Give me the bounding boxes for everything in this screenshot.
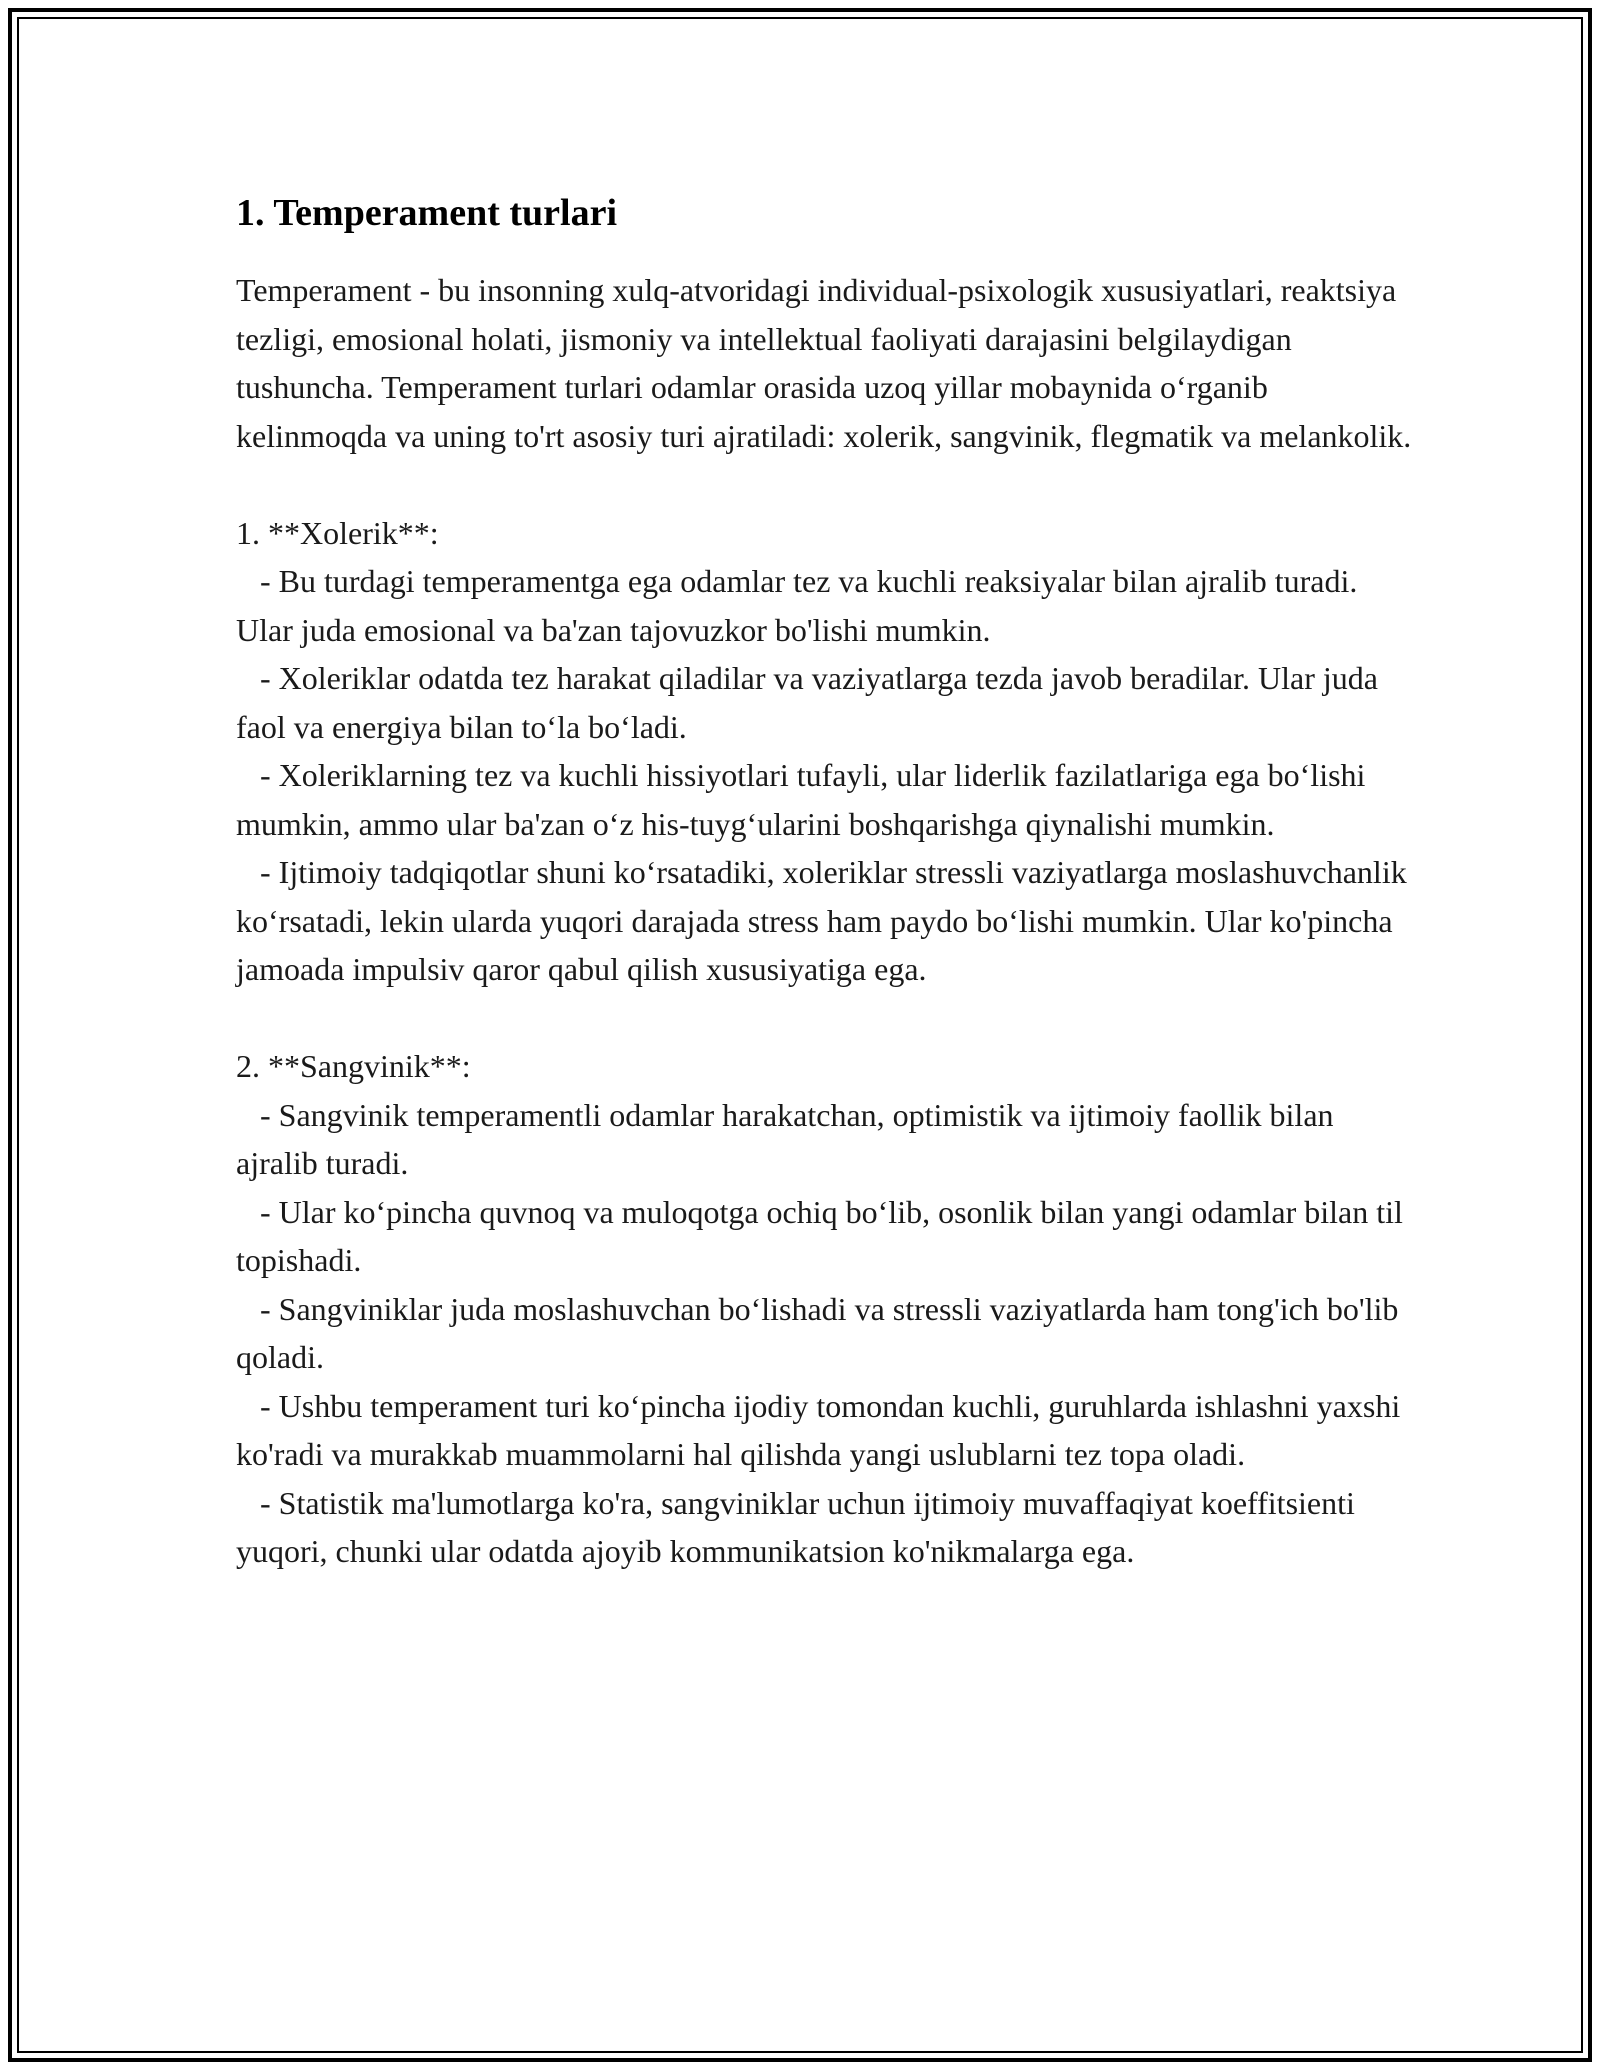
bullet-item: - Ijtimoiy tadqiqotlar shuni koʻrsatadiki, xoleriklar stressli vaziyatlarga moslashuvchanlik koʻrsatadi, lekin ularda yuqori darajada stress ham paydo boʻlishi mumkin. Ular ko'pincha jamoada impulsiv qaror qabul qilish xususiyatiga ega.: [236, 854, 1415, 987]
section-title-sangvinik: 2. **Sangvinik**:: [236, 1048, 471, 1084]
bullet-item: - Xoleriklarning tez va kuchli hissiyotlari tufayli, ular liderlik fazilatlariga ega boʻlishi mumkin, ammo ular ba'zan oʻz his-tuygʻularini boshqarishga qiynalishi mumkin.: [236, 757, 1374, 842]
intro-paragraph: Temperament - bu insonning xulq-atvoridagi individual-psixologik xususiyatlari, reaktsiya tezligi, emosional holati, jismoniy va intellektual faoliyati darajasini belgilaydigan tushuncha. Temperament turlari odamlar orasida uzoq yillar mobaynida oʻrganib kelinmoqda va uning to'rt asosiy turi ajratiladi: xolerik, sangvinik, flegmatik va melankolik.: [236, 272, 1412, 454]
spacer: [236, 460, 1416, 509]
bullet-item: - Sangviniklar juda moslashuvchan boʻlishadi va stressli vaziyatlarda ham tong'ich bo'lib qoladi.: [236, 1290, 1407, 1375]
section-heading: 1. Temperament turlari: [236, 192, 618, 234]
bullet-item: - Xoleriklar odatda tez harakat qiladilar va vaziyatlarga tezda javob beradilar. Ular juda faol va energiya bilan toʻla boʻladi.: [236, 660, 1386, 745]
document-body: [236, 186, 1416, 1576]
bullet-item: - Ular koʻpincha quvnoq va muloqotga ochiq boʻlib, osonlik bilan yangi odamlar bilan til topishadi.: [236, 1193, 1411, 1278]
section-xolerik: [236, 509, 1416, 994]
bullet-item: - Sangvinik temperamentli odamlar harakatchan, optimistik va ijtimoiy faollik bilan ajralib turadi.: [236, 1096, 1342, 1181]
section-title-xolerik: 1. **Xolerik**:: [236, 514, 439, 551]
bullet-item: - Statistik ma'lumotlarga ko'ra, sangviniklar uchun ijtimoiy muvaffaqiyat koeffitsienti yuqori, chunki ular odatda ajoyib kommunikatsion ko'nikmalarga ega.: [236, 1484, 1363, 1569]
spacer: [236, 994, 1416, 1043]
section-sangvinik: [236, 1042, 1416, 1576]
bullet-item: - Ushbu temperament turi koʻpincha ijodiy tomondan kuchli, guruhlarda ishlashni yaxshi ko'radi va murakkab muammolarni hal qilishda yangi uslublarni tez topa oladi.: [236, 1387, 1409, 1472]
bullet-item: - Bu turdagi temperamentga ega odamlar tez va kuchli reaksiyalar bilan ajralib turadi. Ular juda emosional va ba'zan tajovuzkor bo'lishi mumkin.: [236, 563, 1366, 648]
